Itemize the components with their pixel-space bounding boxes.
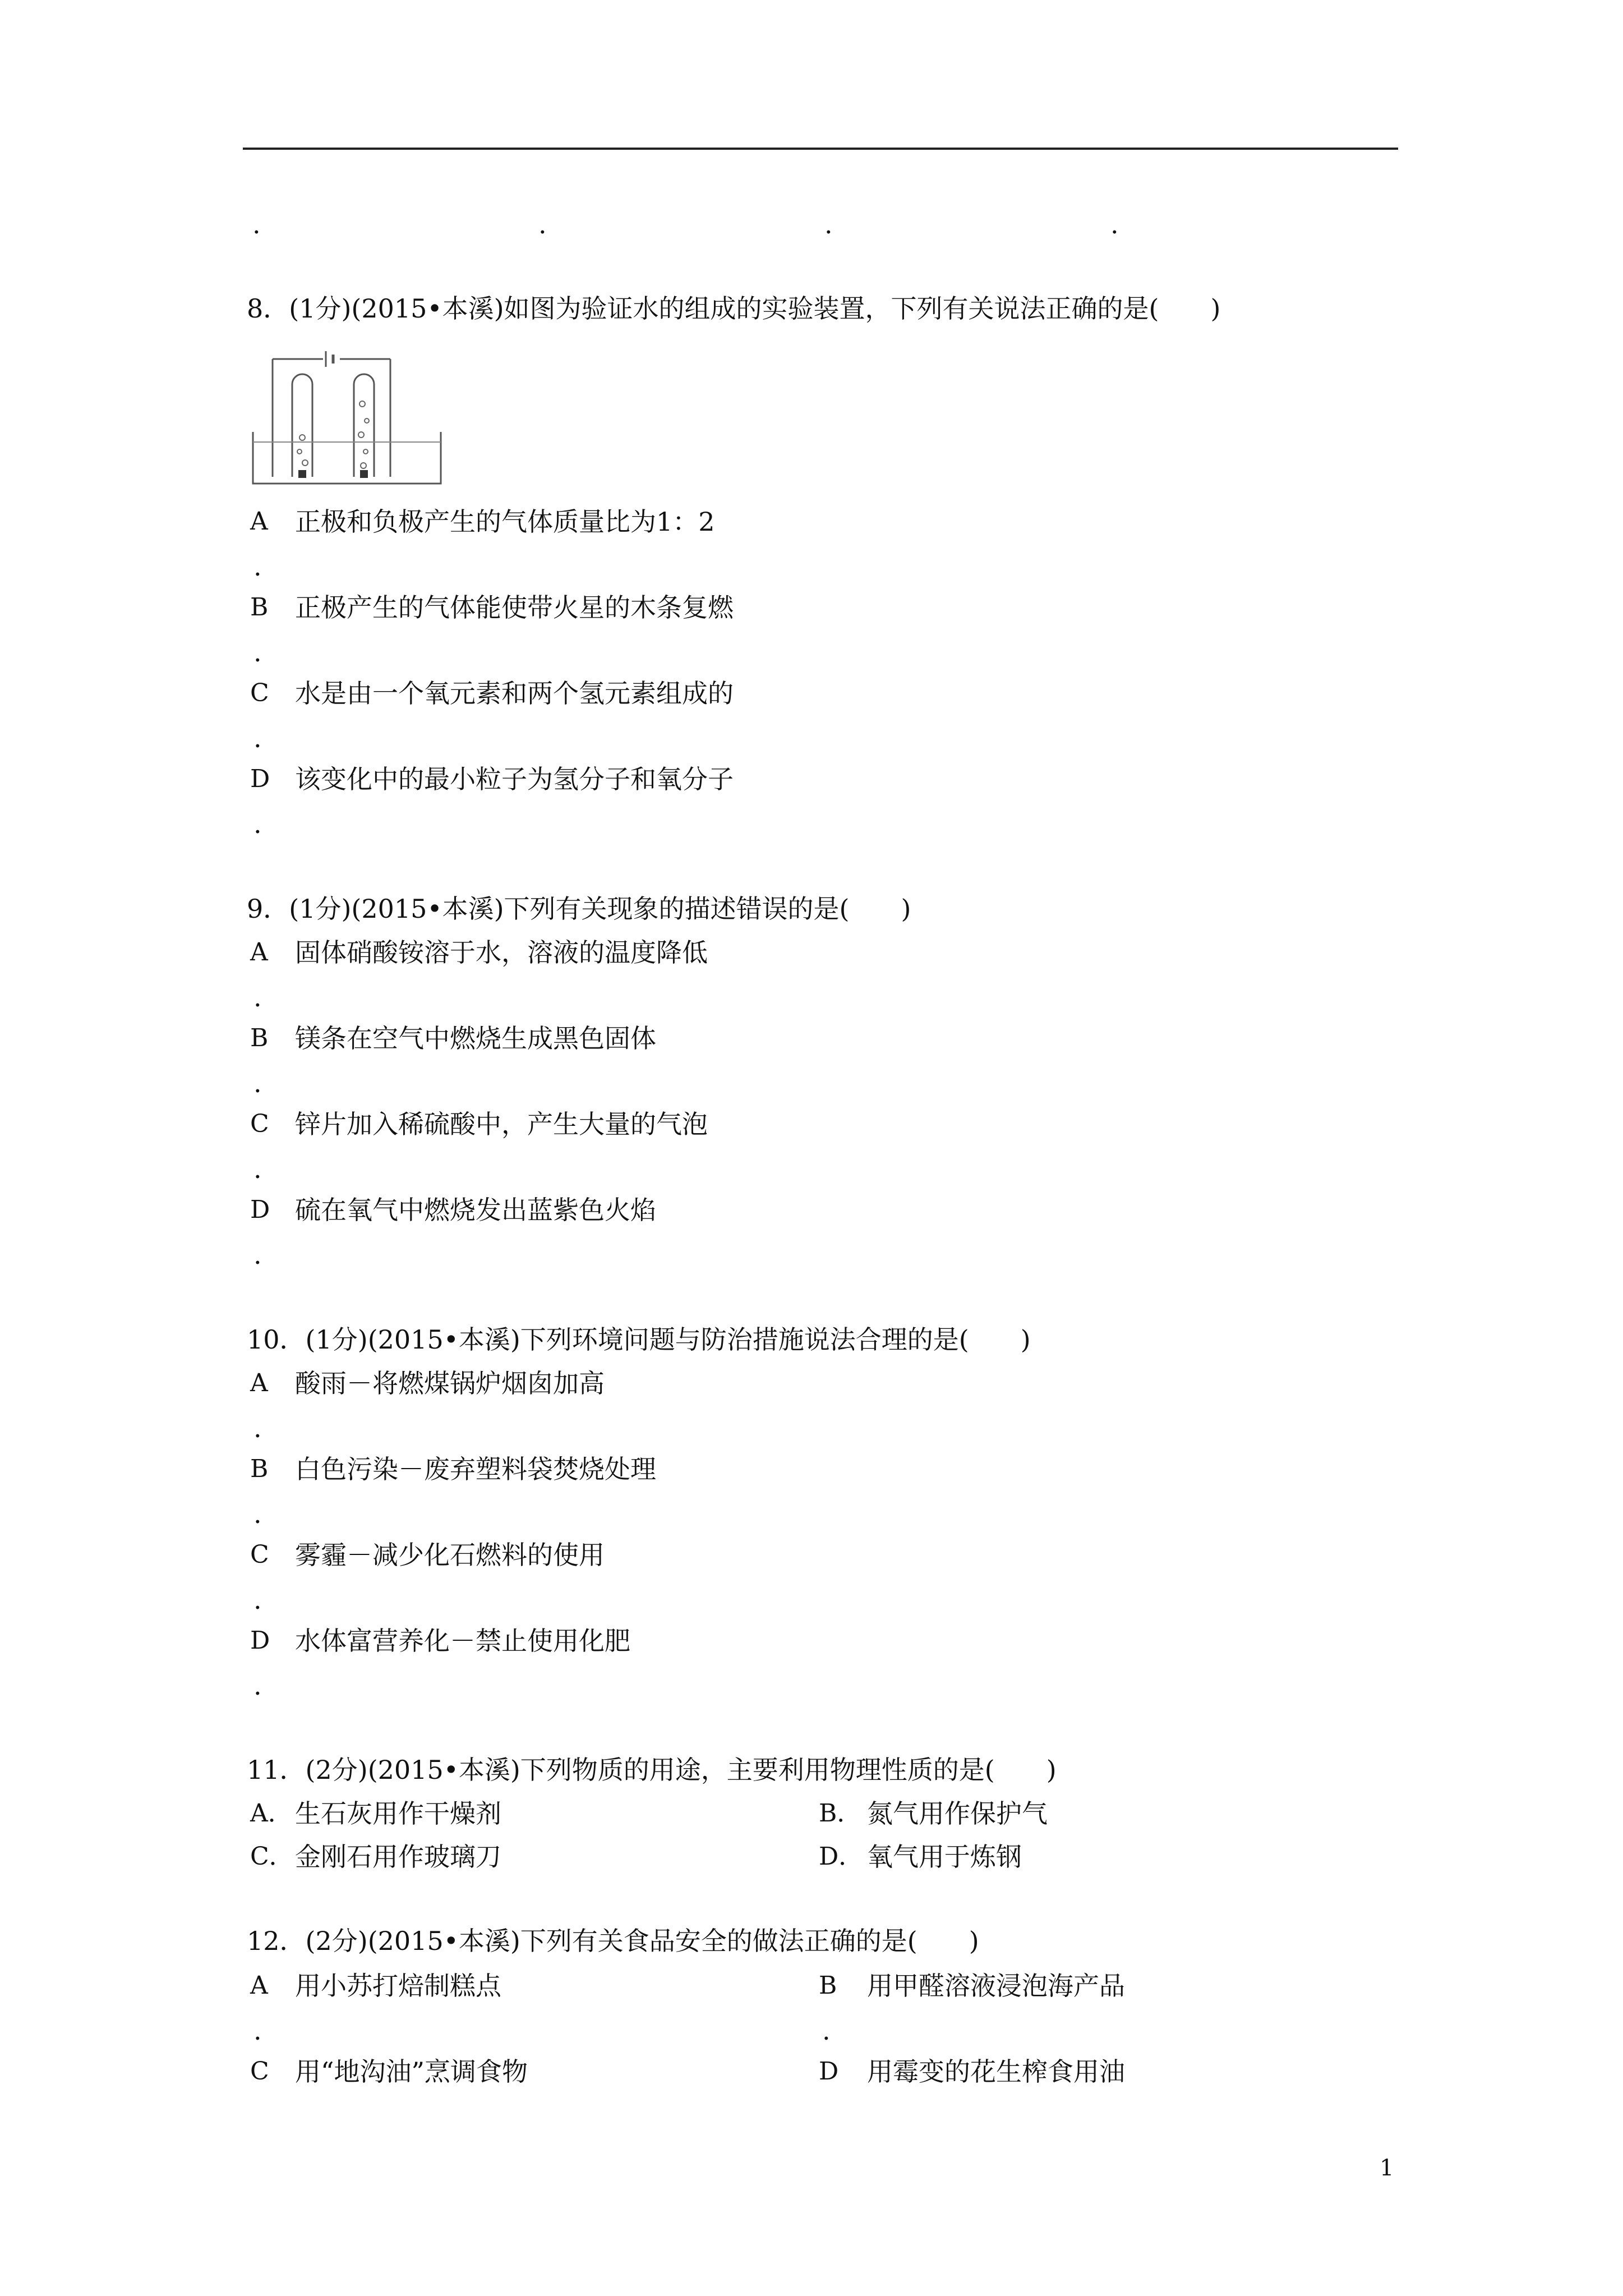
option-text: 金刚石用作玻璃刀 — [295, 1842, 501, 1872]
option-dot: . — [253, 1671, 262, 1701]
option-text: 用甲醛溶液浸泡海产品 — [867, 1971, 1125, 2001]
option-label: D — [250, 1195, 270, 1224]
question-9-stem: 9．(1分)(2015•本溪)下列有关现象的描述错误的是( ) — [247, 894, 911, 924]
page-number: 1 — [1380, 2155, 1394, 2181]
option-label: B — [819, 1971, 837, 2000]
option-label: C — [250, 679, 269, 707]
option-label: B — [250, 1024, 269, 1052]
option-text: 用小苏打焙制糕点 — [295, 1971, 501, 2001]
option-dot: . — [822, 2016, 831, 2046]
question-10-stem: 10．(1分)(2015•本溪)下列环境问题与防治措施说法合理的是( ) — [247, 1324, 1031, 1355]
option-dot: . — [253, 982, 262, 1013]
option-label: A — [250, 507, 268, 536]
option-dot: . — [252, 209, 261, 240]
option-label: D — [250, 1626, 270, 1655]
option-dot: . — [253, 1499, 262, 1529]
option-text: 正极和负极产生的气体质量比为1：2 — [295, 507, 715, 537]
option-dot: . — [253, 1068, 262, 1098]
option-text: 固体硝酸铵溶于水，溶液的温度降低 — [295, 937, 708, 968]
option-dot: . — [253, 1154, 262, 1184]
option-text: 水体富营养化－禁止使用化肥 — [295, 1626, 630, 1656]
option-label: B — [250, 1455, 269, 1483]
option-label: C． — [250, 1842, 294, 1871]
question-8-stem: 8．(1分)(2015•本溪)如图为验证水的组成的实验装置，下列有关说法正确的是( ) — [247, 293, 1221, 324]
option-text: 生石灰用作干燥剂 — [295, 1798, 501, 1829]
option-label: A． — [250, 1799, 293, 1828]
header-rule — [243, 148, 1398, 150]
option-text: 锌片加入稀硫酸中，产生大量的气泡 — [295, 1109, 708, 1139]
option-text: 该变化中的最小粒子为氢分子和氧分子 — [295, 764, 734, 794]
option-label: A — [250, 938, 268, 967]
option-dot: . — [824, 209, 833, 240]
option-text: 硫在氧气中燃烧发出蓝紫色火焰 — [295, 1195, 656, 1225]
option-label: D — [250, 765, 270, 793]
option-text: 白色污染－废弃塑料袋焚烧处理 — [295, 1454, 656, 1484]
option-label: D — [819, 2057, 839, 2086]
question-11-stem: 11．(2分)(2015•本溪)下列物质的用途，主要利用物理性质的是( ) — [247, 1755, 1057, 1785]
option-dot: . — [1110, 209, 1119, 240]
option-label: C — [250, 1540, 269, 1569]
option-dot: . — [253, 1585, 262, 1615]
option-dot: . — [253, 637, 262, 668]
option-label: A — [250, 1971, 268, 2000]
option-text: 雾霾－减少化石燃料的使用 — [295, 1540, 605, 1570]
option-text: 用霉变的花生榨食用油 — [867, 2056, 1125, 2087]
option-label: C — [250, 1110, 269, 1138]
electrolysis-apparatus-figure — [250, 342, 452, 488]
option-text: 用“地沟油”烹调食物 — [295, 2056, 528, 2087]
option-dot: . — [253, 2016, 262, 2046]
option-label: B — [250, 593, 269, 622]
option-dot: . — [253, 1413, 262, 1443]
option-label: B． — [819, 1799, 862, 1828]
option-label: A — [250, 1369, 268, 1397]
option-label: D． — [819, 1842, 864, 1871]
option-label: C — [250, 2057, 269, 2086]
option-dot: . — [538, 209, 547, 240]
question-12-stem: 12．(2分)(2015•本溪)下列有关食品安全的做法正确的是( ) — [247, 1926, 979, 1956]
option-dot: . — [253, 1240, 262, 1270]
option-text: 水是由一个氧元素和两个氢元素组成的 — [295, 678, 734, 708]
option-text: 酸雨－将燃煤锅炉烟囱加高 — [295, 1368, 605, 1398]
option-dot: . — [253, 551, 262, 582]
option-dot: . — [253, 723, 262, 753]
option-text: 氧气用于炼钢 — [867, 1842, 1022, 1872]
option-text: 镁条在空气中燃烧生成黑色固体 — [295, 1023, 656, 1053]
option-dot: . — [253, 809, 262, 839]
option-text: 氮气用作保护气 — [867, 1798, 1048, 1829]
option-text: 正极产生的气体能使带火星的木条复燃 — [295, 592, 734, 623]
